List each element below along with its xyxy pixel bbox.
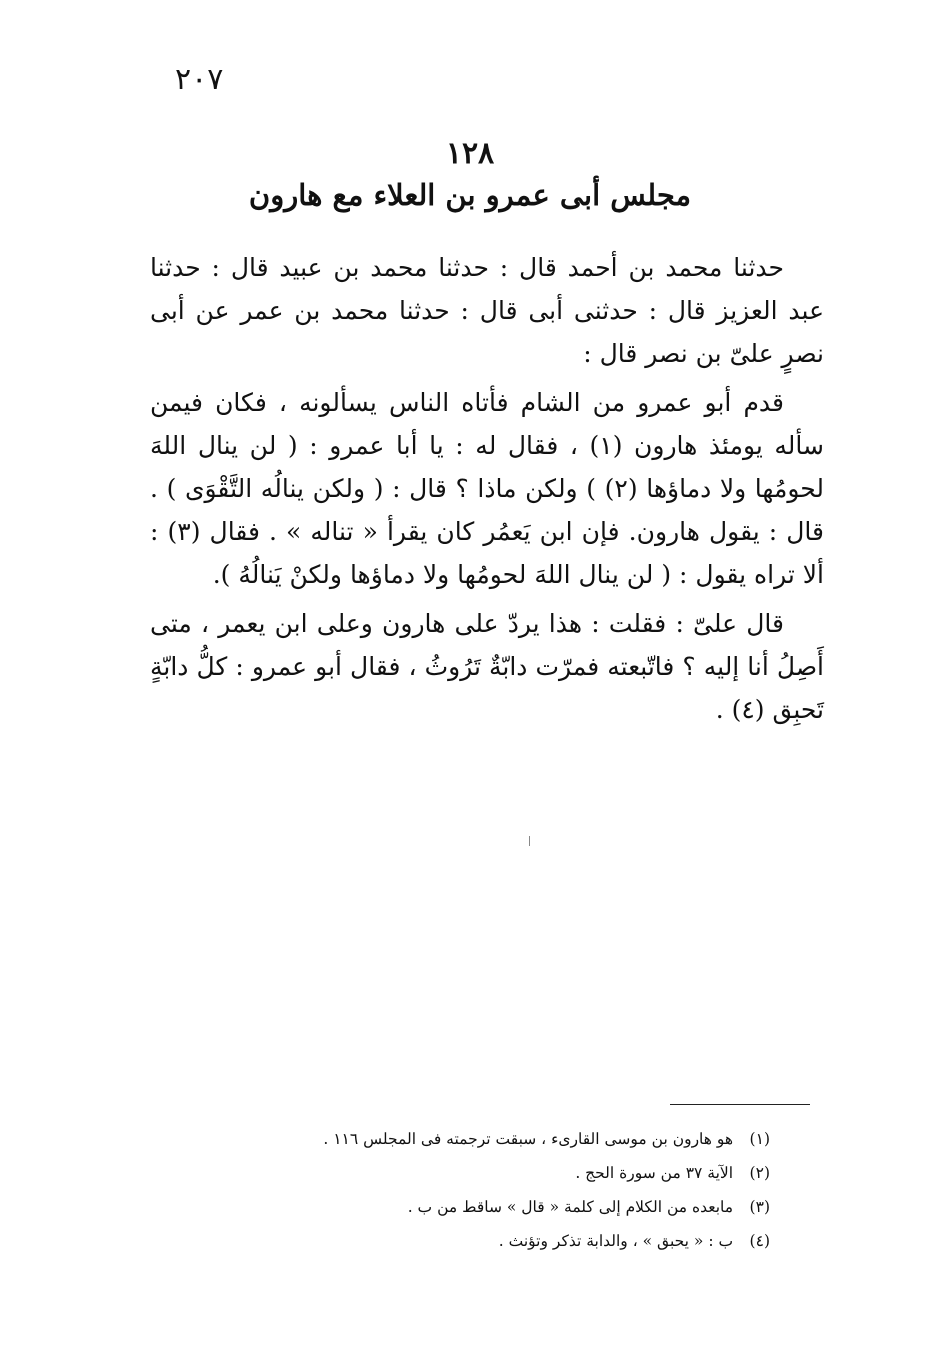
footnote-2 [300, 1156, 770, 1190]
stray-mark [529, 836, 530, 846]
footnote-text: ب : « يحبق » ، والدابة تذكر وتؤنث . [498, 1232, 734, 1250]
paragraph-isnad: حدثنا محمد بن أحمد قال : حدثنا محمد بن عبيد قال : حدثنا عبد العزيز قال : حدثنى أبى قال : حدثنا محمد بن عمر عن أبى نصرٍ علىّ بن نصر قال : [150, 253, 824, 368]
section-number: ١٢٨ [445, 136, 495, 171]
footnote-text: الآية ٣٧ من سورة الحج . [575, 1164, 734, 1182]
footnotes [300, 1122, 770, 1258]
body-text [150, 246, 824, 737]
footnote-number: (٤) [749, 1232, 770, 1250]
footnote-number: (٢) [749, 1164, 770, 1182]
footnote-4 [300, 1224, 770, 1258]
page-number: ٢٠٧ [175, 62, 224, 97]
footnote-text: مابعده من الكلام إلى كلمة « قال » ساقط من ب . [407, 1198, 734, 1216]
footnote-number: (١) [749, 1130, 770, 1148]
paragraph-conclusion: قال علىّ : فقلت : هذا يردّ على هارون وعلى ابن يعمر ، متى أَصِلُ أنا إليه ؟ فاتّبعته فمرّت دابّةٌ تَرُوثُ ، فقال أبو عمرو : كلُّ دابّةٍ تَحبِق (٤) . [150, 609, 824, 724]
footnote-text: هو هارون بن موسى القارىء ، سبقت ترجمته فى المجلس ١١٦ . [323, 1130, 734, 1148]
footnote-number: (٣) [749, 1198, 770, 1216]
paragraph-narrative: قدم أبو عمرو من الشام فأتاه الناس يسألونه ، فكان فيمن سأله يومئذ هارون (١) ، فقال له : يا أبا عمرو : ( لن ينال اللهَ لحومُها ولا دماؤها (٢) ) ولكن ماذا ؟ قال : ( ولكن ينالُه التَّقْوَى ) . قال : يقول هارون. فإن ابن يَعمُر كان يقرأ « تناله » . فقال (٣) : ألا تراه يقول : ( لن ينال اللهَ لحومُها ولا دماؤها ولكنْ يَنالُهُ ). [150, 388, 825, 589]
footnote-1 [300, 1122, 770, 1156]
chapter-title: مجلس أبى عمرو بن العلاء مع هارون [248, 178, 692, 212]
footnote-3 [300, 1190, 770, 1224]
footnote-divider [670, 1104, 810, 1105]
